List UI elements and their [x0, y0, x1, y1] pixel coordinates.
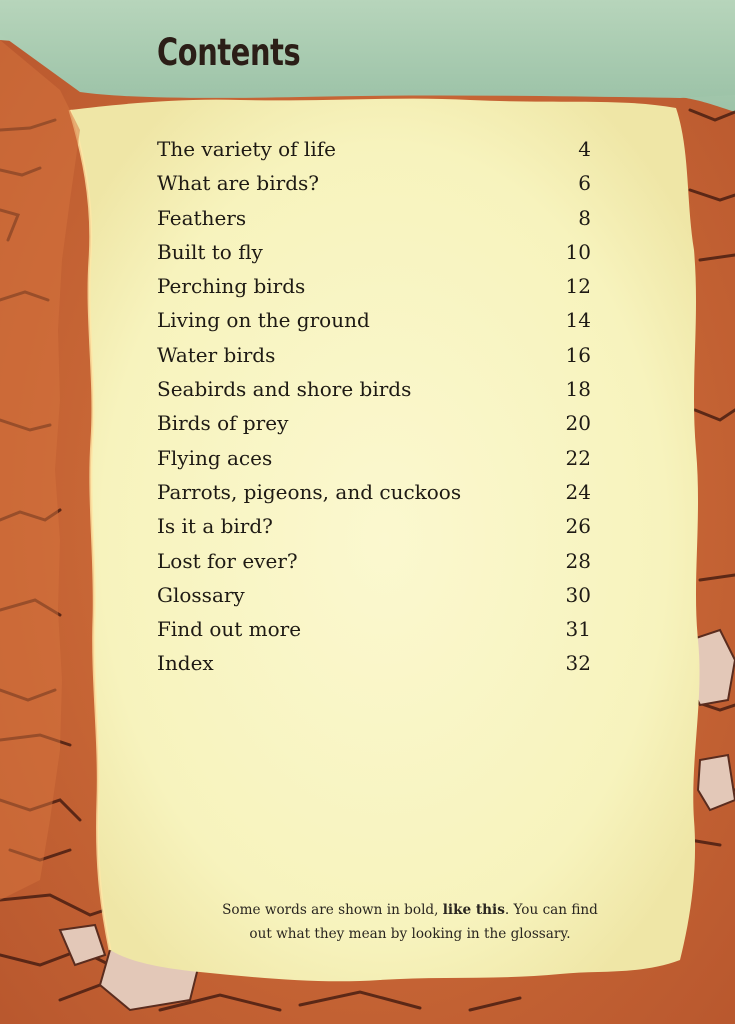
glossary-note-bold-example: like this — [442, 902, 505, 918]
toc-entry-page: 31 — [565, 617, 591, 642]
toc-entry-title: The variety of life — [157, 137, 336, 161]
toc-entry[interactable] — [157, 235, 591, 269]
toc-entry-title: Lost for ever? — [157, 548, 298, 573]
toc-entry[interactable] — [157, 372, 591, 406]
toc-entry[interactable] — [157, 646, 591, 680]
toc-entry-page: 10 — [565, 239, 591, 264]
toc-entry-title: Index — [157, 651, 214, 676]
toc-entry[interactable] — [157, 166, 591, 200]
toc-entry[interactable] — [157, 544, 591, 578]
toc-entry-page: 28 — [565, 548, 591, 573]
toc-entry-title: Is it a bird? — [157, 514, 273, 539]
toc-entry-page: 24 — [565, 479, 591, 504]
toc-entry-page: 30 — [565, 582, 591, 607]
table-of-contents — [157, 132, 591, 681]
toc-entry-page: 14 — [565, 308, 591, 333]
toc-entry-title: Find out more — [157, 617, 302, 642]
toc-entry-page: 18 — [565, 377, 591, 402]
toc-entry-title: Birds of prey — [157, 411, 289, 436]
toc-entry[interactable] — [157, 132, 591, 166]
toc-entry-page: 26 — [565, 514, 591, 539]
toc-entry-page: 16 — [565, 342, 591, 367]
toc-entry-page: 4 — [578, 137, 591, 161]
toc-entry-title: Feathers — [157, 205, 247, 230]
toc-entry[interactable] — [157, 612, 591, 646]
toc-entry[interactable] — [157, 441, 591, 475]
toc-entry[interactable] — [157, 269, 591, 303]
toc-entry[interactable] — [157, 201, 591, 235]
toc-entry-page: 32 — [565, 651, 591, 676]
toc-entry-page: 6 — [578, 171, 591, 196]
toc-entry-title: Seabirds and shore birds — [157, 377, 412, 402]
toc-entry-title: Perching birds — [157, 274, 306, 299]
toc-entry-title: What are birds? — [157, 171, 319, 196]
toc-entry[interactable] — [157, 303, 591, 337]
glossary-note — [210, 898, 610, 946]
page-title: Contents — [157, 31, 301, 74]
toc-entry[interactable] — [157, 406, 591, 440]
toc-entry-title: Flying aces — [157, 445, 273, 470]
toc-entry-title: Glossary — [157, 582, 245, 607]
glossary-note-text: Some words are shown in bold, — [222, 902, 443, 918]
toc-entry-page: 8 — [578, 205, 591, 230]
toc-entry[interactable] — [157, 475, 591, 509]
toc-entry-title: Built to fly — [157, 239, 263, 264]
toc-entry[interactable] — [157, 578, 591, 612]
toc-entry-title: Parrots, pigeons, and cuckoos — [157, 479, 462, 504]
toc-entry[interactable] — [157, 338, 591, 372]
toc-entry-page: 22 — [565, 445, 591, 470]
toc-entry-page: 20 — [565, 411, 591, 436]
toc-entry-title: Living on the ground — [157, 308, 370, 333]
glossary-note-text-end: . You can find out what they mean by looking in the glossary. — [249, 902, 598, 942]
toc-entry-title: Water birds — [157, 342, 276, 367]
toc-entry[interactable] — [157, 509, 591, 543]
toc-entry-page: 12 — [565, 274, 591, 299]
